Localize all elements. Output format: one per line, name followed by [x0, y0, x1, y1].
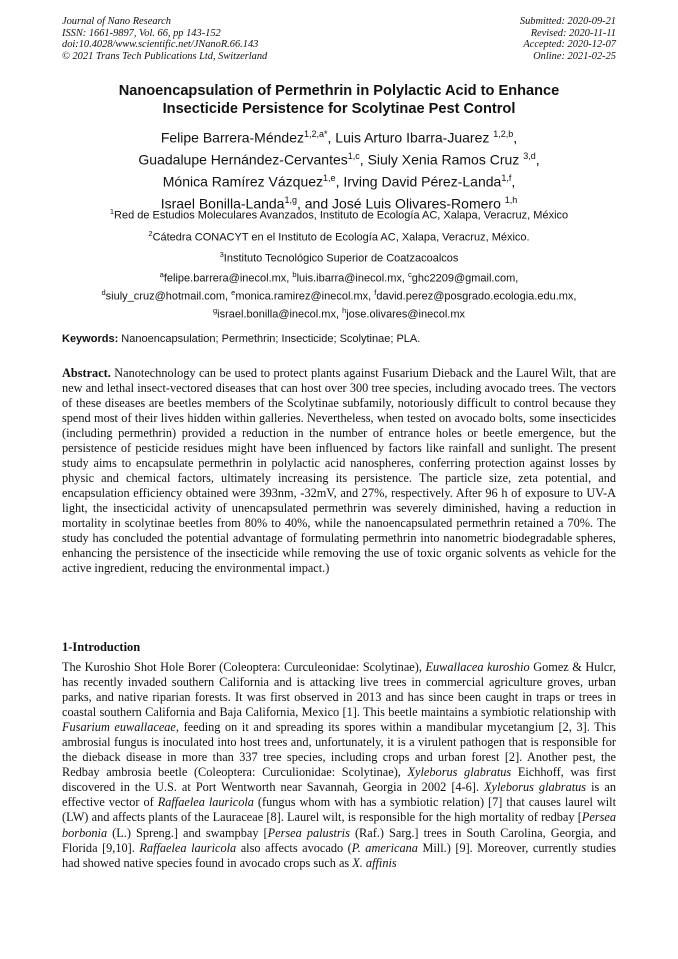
- paper-title: [62, 82, 616, 118]
- author-line: Felipe Barrera-Méndez$^{1,2,a*}$, Luis Arturo Ibarra-Juarez $^{1,2,b}$,: [160, 129, 518, 146]
- author-line: Israel Bonilla-Landa$^{1,g}$, and José Luis Olivares-Romero $^{1,h}$: [160, 195, 518, 213]
- abstract-label: Abstract.: [62, 366, 111, 380]
- species-name: Euwallacea kuroshio: [425, 660, 530, 674]
- date-revised: Revised: 2020-11-11: [530, 27, 616, 39]
- introduction-paragraph: The Kuroshio Shot Hole Borer (Coleoptera: Curculeonidae: Scolytinae), Euwallacea kuroshio Gomez & Hulcr, has recently invaded southern California and is attacking live trees in commercial agriculture groves, urban parks, and native riparian forests. It was first observed in 2013 and has since been caught in traps or trees in coastal southern California and Baja California, Mexico [1]. This beetle maintains a symbiotic relationship with Fusarium euwallaceae, feeding on it and spreading its spores within a mandibular mycetangium [2, 3]. This ambrosial fungus is inoculated into host trees and, unfortunately, it is a virulent pathogen that is responsible for the dieback disease in more than 337 tree species, including crops and urban forest [2]. Another pest, the Redbay ambrosia beetle (Coleoptera: Curculionidae: Scolytinae), Xyleborus glabratus Eichhoff, was first discovered in the U.S. at Port Wentworth near Savannah, Georgia in 2002 [4-6]. Xyleborus glabratus is an effective vector of Raffaelea lauricola (fungus whom with has a symbiotic relation) [7] that causes laurel wilt (LW) and affects plants of the Lauraceae [8]. Laurel wilt, is responsible for the high mortality of redbay [Persea borbonia (L.) Spreng.] and swampbay [Persea palustris (Raf.) Sarg.] trees in South Carolina, Georgia, and Florida [9,10]. Raffaelea lauricola also affects avocado (P. americana Mill.) [9]. Moreover, currently studies had showed native species found in avocado crops such as X. affinis: [62, 660, 617, 870]
- author-line: Guadalupe Hernández-Cervantes$^{1,c}$, Siuly Xenia Ramos Cruz $^{3,d}$,: [138, 151, 540, 168]
- title-line-1: Nanoencapsulation of Permethrin in Polylactic Acid to Enhance: [118, 83, 560, 99]
- author-name: Irving David Pérez-Landa: [343, 173, 502, 190]
- author-affiliation-sup: 1,2,b: [493, 129, 514, 139]
- author-affiliation-sup: 1,g: [284, 195, 297, 206]
- email-line: $^d$siuly_cruz@hotmail.com, $^e$monica.ramirez@inecol.mx, $^f$david.perez@posgrado.ecologia.edu.mx,: [101, 288, 577, 303]
- email-address: david.perez@posgrado.ecologia.edu.mx,: [376, 290, 577, 303]
- journal-copyright: © 2021 Trans Tech Publications Ltd, Switzerland: [62, 50, 268, 62]
- author-affiliation-sup: 1,c: [347, 151, 360, 162]
- keywords-text: Nanoencapsulation; Permethrin; Insecticide; Scolytinae; PLA.: [118, 333, 421, 345]
- author-name: Mónica Ramírez Vázquez: [162, 173, 324, 190]
- email-address: israel.bonilla@inecol.mx,: [217, 308, 343, 321]
- species-name: Fusarium euwallaceae,: [62, 720, 179, 735]
- date-submitted: Submitted: 2020-09-21: [519, 16, 616, 27]
- keywords: [62, 332, 616, 346]
- author-affiliation-sup: 1,2,a*: [303, 129, 328, 139]
- author-affiliation-sup: 1,f: [501, 173, 512, 184]
- species-name: Raffaelea lauricola: [139, 840, 237, 855]
- email-address: siuly_cruz@hotmail.com,: [105, 290, 232, 303]
- email-address: monica.ramirez@inecol.mx,: [235, 290, 375, 303]
- species-name: Persea borbonia: [62, 810, 616, 840]
- journal-issn: ISSN: 1661-9897, Vol. 66, pp 143-152: [62, 27, 221, 39]
- author-affiliation-sup: 1,e: [323, 173, 336, 184]
- species-name: Raffaelea lauricola: [157, 795, 254, 810]
- author-affiliation-sup: 3,d: [523, 151, 536, 162]
- author-name: Felipe Barrera-Méndez: [160, 129, 304, 146]
- author-name: Luis Arturo Ibarra-Juarez: [335, 129, 494, 146]
- affiliation-2: $^2$Cátedra CONACYT en el Instituto de Ecología AC, Xalapa, Veracruz, México.: [148, 229, 530, 244]
- email-address: luis.ibarra@inecol.mx,: [296, 272, 409, 285]
- keywords-label: Keywords:: [62, 333, 119, 345]
- author-name: José Luis Olivares-Romero: [332, 196, 505, 213]
- species-name: Persea palustris: [267, 825, 350, 840]
- author-emails: [62, 268, 616, 322]
- author-line: Mónica Ramírez Vázquez$^{1,e}$, Irving David Pérez-Landa$^{1,f}$,: [162, 173, 516, 190]
- species-name: Xyleborus glabratus: [407, 765, 512, 780]
- affiliation-1: $^1$Red de Estudios Moleculares Avanzados, Instituto de Ecología AC, Xalapa, Veracruz, México: [109, 207, 569, 222]
- author-name: Israel Bonilla-Landa: [160, 196, 285, 213]
- email-line: $^a$felipe.barrera@inecol.mx, $^b$luis.ibarra@inecol.mx, $^c$ghc2209@gmail.com,: [159, 270, 519, 285]
- abstract-text: Nanotechnology can be used to protect plants against Fusarium Dieback and the Laurel Wilt, that are new and lethal insect-vectored diseases that can host over 300 tree species, including avocado trees. The vectors of these diseases are beetles members of the Scolytinae subfamily, notoriously difficult to control because they spend most of their lives hidden within galleries. Nevertheless, when tested on avocado bolts, some insecticides (including permethrin) provided a reduction in the number of entrance holes or beetle emergence, but the persistence of pesticide residues might have been influenced by factors like rainfall and sunlight. The present study aims to encapsulate permethrin in polylactic acid nanospheres, conferring protection against losses by physic and chemical factors, ultimately increasing its persistence. The particle size, zeta potential, and encapsulation efficiency obtained were 393nm, -32mV, and 27%, respectively. After 96 h of exposure to UV-A light, the insecticidal activity of unencapsulated permethrin was severely diminished, having a reduction in mortality in scolytinae beetles from 80% to 40%, while the nanoencapsulated permethrin retained a 70%. The study has concluded the potential advantage of formulating permethrin into nanometric biodegradable spheres, enhancing the persistence of the insecticide while removing the use of toxic organic solvents as vehicle for the active ingredient, reducing the environmental impact.): [62, 366, 616, 575]
- affiliation-3: $^3$Instituto Tecnológico Superior de Coatzacoalcos: [219, 250, 459, 265]
- species-name: Xyleborus glabratus: [484, 780, 587, 795]
- author-list: [62, 125, 616, 214]
- date-online: Online: 2021-02-25: [533, 50, 616, 62]
- email-address: jose.olivares@inecol.mx: [346, 308, 465, 321]
- email-line: $^g$israel.bonilla@inecol.mx, $^h$jose.olivares@inecol.mx: [213, 306, 465, 321]
- title-line-2: Insecticide Persistence for Scolytinae Pest Control: [162, 101, 516, 117]
- species-name: P. americana: [351, 840, 418, 855]
- journal-info: [62, 16, 267, 62]
- journal-name: Journal of Nano Research: [62, 16, 171, 27]
- author-affiliation-sup: 1,h: [504, 195, 518, 206]
- abstract: [62, 366, 616, 576]
- email-address: felipe.barrera@inecol.mx,: [163, 272, 293, 285]
- section-heading-introduction: 1-Introduction: [62, 640, 141, 654]
- email-address: ghc2209@gmail.com,: [411, 272, 519, 285]
- date-accepted: Accepted: 2020-12-07: [523, 39, 616, 51]
- author-name: Guadalupe Hernández-Cervantes: [138, 151, 348, 168]
- species-name: X. affinis: [352, 855, 397, 870]
- publication-dates: [520, 16, 616, 62]
- journal-doi: doi:10.4028/www.scientific.net/JNanoR.66.143: [62, 39, 259, 51]
- author-name: Siuly Xenia Ramos Cruz: [367, 151, 524, 168]
